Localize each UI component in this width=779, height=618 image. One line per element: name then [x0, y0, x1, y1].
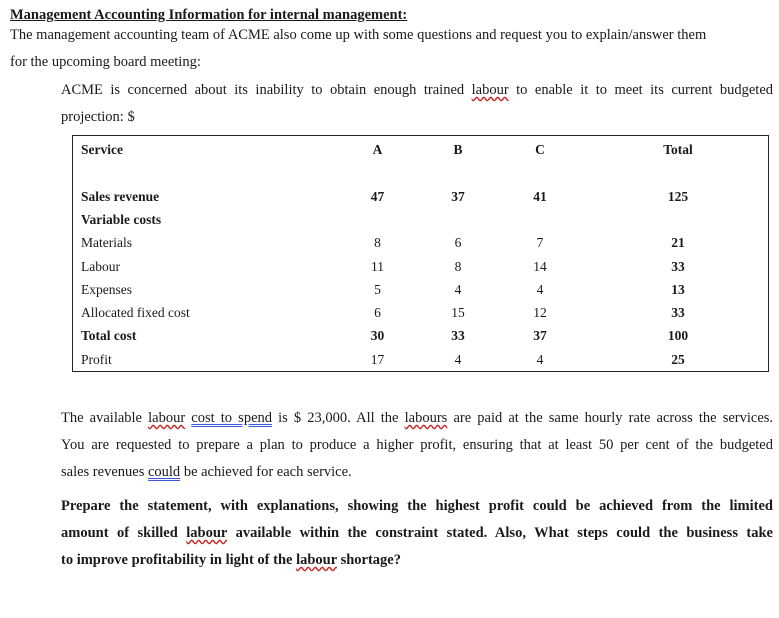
header-a: A [372, 141, 383, 157]
concern-text-pre: ACME is concerned about its inability to obtain enough trained [61, 82, 465, 98]
cell-a: 30 [370, 328, 385, 344]
cell-b: 4 [454, 281, 462, 297]
cell-c: 41 [533, 188, 547, 204]
question-text: available within the constraint stated. Also, What steps could the business take [235, 525, 773, 541]
para1-word-cost: cost to spend [191, 410, 273, 426]
header-total: Total [663, 141, 693, 157]
para1-text: sales revenues [61, 464, 145, 480]
para1-text: is $ 23,000. All the [278, 410, 399, 426]
cell-a: 17 [370, 351, 385, 367]
intro-line-1: The management accounting team of ACME also come up with some questions and request you to explain/answer them [10, 27, 707, 43]
cell-b: 33 [451, 328, 465, 344]
row-label: Allocated fixed cost [81, 305, 190, 321]
cell-total [588, 208, 769, 231]
row-label: Variable costs [81, 211, 162, 227]
cell-c: 7 [536, 235, 544, 251]
table-row [73, 301, 769, 324]
table-spacer-row [73, 163, 769, 185]
header-c: C [535, 141, 545, 157]
para1-text: The available [61, 410, 142, 426]
question-line-2 [61, 525, 773, 542]
question-text: amount of skilled [61, 525, 178, 541]
cell-b [424, 208, 492, 231]
para1-word-labours: labours [404, 410, 448, 426]
cell-b: 4 [454, 351, 462, 367]
cell-c: 37 [533, 328, 547, 344]
cell-a: 6 [374, 305, 381, 321]
document-heading [10, 7, 407, 24]
question-line-3 [61, 552, 401, 569]
cell-total: 25 [671, 351, 685, 367]
cell-c: 4 [536, 281, 544, 297]
question-line-1: Prepare the statement, with explanations, showing the highest profit could be achieved from the limited [61, 498, 773, 514]
cell-b: 8 [454, 258, 462, 274]
cell-c: 14 [533, 258, 547, 274]
concern-line-1 [61, 82, 773, 99]
table-row [73, 232, 769, 255]
table-row [73, 208, 769, 231]
heading-part-1: Management Accounting Information [10, 7, 245, 23]
cell-total: 21 [671, 235, 685, 251]
cell-a: 8 [374, 235, 381, 251]
table-row [73, 348, 769, 372]
row-label: Expenses [81, 281, 132, 297]
table-row [73, 185, 769, 208]
row-label: Profit [81, 351, 112, 367]
row-label: Total cost [81, 328, 137, 344]
cell-b: 6 [454, 235, 462, 251]
concern-line-2: projection: $ [61, 109, 135, 125]
row-label: Materials [81, 235, 132, 251]
cell-total: 33 [671, 305, 685, 321]
table-row [73, 325, 769, 348]
question-word-labour: labour [296, 552, 337, 568]
cell-b: 15 [451, 305, 465, 321]
concern-text-post: to enable it to meet its current budgeted [516, 82, 774, 98]
para1-word-could: could [147, 464, 181, 480]
table-header-row [73, 136, 769, 164]
concern-word-labour: labour [471, 82, 509, 98]
cell-b: 37 [451, 188, 465, 204]
para1-line-3 [61, 464, 352, 481]
cell-total: 100 [667, 328, 689, 344]
row-label: Sales revenue [81, 188, 160, 204]
cell-c: 4 [536, 351, 544, 367]
para1-text: are paid at the same hourly rate across the services. [453, 410, 774, 426]
cell-c: 12 [533, 305, 547, 321]
row-label: Labour [81, 258, 120, 274]
table-row [73, 255, 769, 278]
para1-line-2: You are requested to prepare a plan to produce a higher profit, ensuring that at least 50 per cent of the budgeted [61, 437, 773, 453]
heading-part-2: for internal management: [248, 7, 408, 23]
cell-a [331, 208, 424, 231]
intro-line-2: for the upcoming board meeting: [10, 54, 201, 70]
cell-a: 11 [371, 258, 384, 274]
cell-c [492, 208, 588, 231]
para1-line-1 [61, 410, 773, 427]
cell-a: 5 [374, 281, 381, 297]
para1-text: be achieved for each service. [183, 464, 352, 480]
header-b: B [453, 141, 463, 157]
question-text: shortage? [340, 552, 401, 568]
service-cost-table [72, 135, 769, 372]
cell-total: 33 [671, 258, 685, 274]
cell-total: 13 [671, 281, 685, 297]
header-service: Service [81, 141, 123, 157]
cell-a: 47 [370, 188, 385, 204]
question-text: to improve profitability in light of the [61, 552, 293, 568]
question-word-labour: labour [186, 525, 228, 541]
cell-total: 125 [667, 188, 689, 204]
para1-word-labour: labour [148, 410, 186, 426]
table-row [73, 278, 769, 301]
